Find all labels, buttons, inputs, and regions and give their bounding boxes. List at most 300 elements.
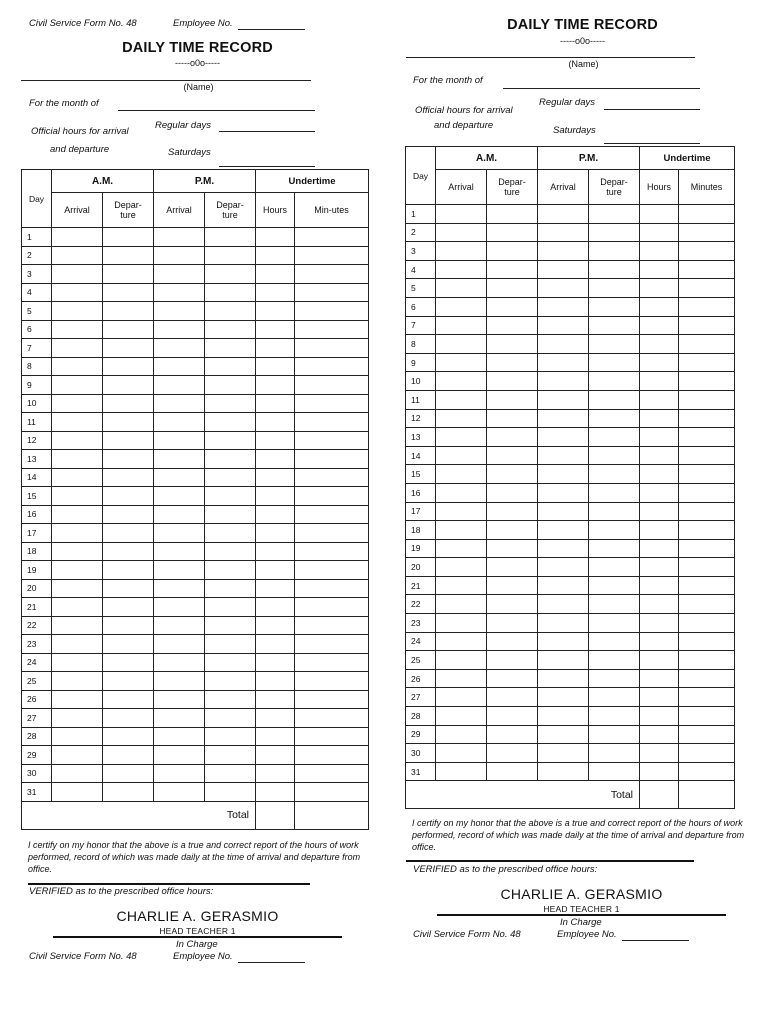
pm-departure-cell[interactable] xyxy=(205,505,256,524)
am-arrival-cell[interactable] xyxy=(436,260,487,279)
pm-arrival-cell[interactable] xyxy=(538,297,589,316)
undertime-minutes-cell[interactable] xyxy=(295,709,369,728)
undertime-minutes-cell[interactable] xyxy=(295,450,369,469)
total-hours-cell[interactable] xyxy=(640,781,679,809)
pm-departure-cell[interactable] xyxy=(589,576,640,595)
undertime-minutes-cell[interactable] xyxy=(295,228,369,247)
undertime-minutes-cell[interactable] xyxy=(295,246,369,265)
undertime-hours-cell[interactable] xyxy=(256,635,295,654)
undertime-hours-cell[interactable] xyxy=(640,688,679,707)
undertime-minutes-cell[interactable] xyxy=(679,744,735,763)
pm-arrival-cell[interactable] xyxy=(154,672,205,691)
pm-departure-cell[interactable] xyxy=(205,357,256,376)
undertime-minutes-cell[interactable] xyxy=(295,339,369,358)
am-arrival-cell[interactable] xyxy=(52,339,103,358)
undertime-minutes-cell[interactable] xyxy=(679,223,735,242)
pm-departure-cell[interactable] xyxy=(589,762,640,781)
undertime-minutes-cell[interactable] xyxy=(295,672,369,691)
am-departure-cell[interactable] xyxy=(487,614,538,633)
undertime-minutes-cell[interactable] xyxy=(679,353,735,372)
undertime-hours-cell[interactable] xyxy=(256,394,295,413)
undertime-minutes-cell[interactable] xyxy=(295,598,369,617)
am-departure-cell[interactable] xyxy=(487,595,538,614)
undertime-hours-cell[interactable] xyxy=(640,353,679,372)
undertime-hours-cell[interactable] xyxy=(256,468,295,487)
undertime-hours-cell[interactable] xyxy=(256,709,295,728)
name-field[interactable] xyxy=(21,80,311,81)
pm-arrival-cell[interactable] xyxy=(154,357,205,376)
pm-departure-cell[interactable] xyxy=(589,205,640,224)
undertime-hours-cell[interactable] xyxy=(640,762,679,781)
undertime-minutes-cell[interactable] xyxy=(679,707,735,726)
am-departure-cell[interactable] xyxy=(487,428,538,447)
am-arrival-cell[interactable] xyxy=(436,669,487,688)
am-departure-cell[interactable] xyxy=(103,283,154,302)
undertime-minutes-cell[interactable] xyxy=(679,502,735,521)
saturdays-field[interactable] xyxy=(219,166,315,167)
undertime-hours-cell[interactable] xyxy=(640,632,679,651)
am-departure-cell[interactable] xyxy=(103,394,154,413)
pm-departure-cell[interactable] xyxy=(205,431,256,450)
am-departure-cell[interactable] xyxy=(487,576,538,595)
am-departure-cell[interactable] xyxy=(487,409,538,428)
pm-arrival-cell[interactable] xyxy=(154,524,205,543)
undertime-minutes-cell[interactable] xyxy=(679,428,735,447)
pm-departure-cell[interactable] xyxy=(205,690,256,709)
undertime-hours-cell[interactable] xyxy=(640,744,679,763)
pm-arrival-cell[interactable] xyxy=(154,542,205,561)
pm-departure-cell[interactable] xyxy=(589,669,640,688)
am-departure-cell[interactable] xyxy=(487,688,538,707)
am-departure-cell[interactable] xyxy=(103,265,154,284)
undertime-minutes-cell[interactable] xyxy=(679,688,735,707)
am-departure-cell[interactable] xyxy=(103,320,154,339)
pm-arrival-cell[interactable] xyxy=(538,260,589,279)
pm-departure-cell[interactable] xyxy=(589,632,640,651)
total-minutes-cell[interactable] xyxy=(679,781,735,809)
am-departure-cell[interactable] xyxy=(103,302,154,321)
pm-departure-cell[interactable] xyxy=(589,316,640,335)
undertime-hours-cell[interactable] xyxy=(256,598,295,617)
pm-departure-cell[interactable] xyxy=(205,783,256,802)
am-arrival-cell[interactable] xyxy=(436,335,487,354)
am-arrival-cell[interactable] xyxy=(52,542,103,561)
undertime-minutes-cell[interactable] xyxy=(679,651,735,670)
pm-arrival-cell[interactable] xyxy=(154,690,205,709)
undertime-minutes-cell[interactable] xyxy=(679,521,735,540)
am-departure-cell[interactable] xyxy=(487,669,538,688)
undertime-minutes-cell[interactable] xyxy=(679,316,735,335)
am-arrival-cell[interactable] xyxy=(436,744,487,763)
am-arrival-cell[interactable] xyxy=(52,228,103,247)
am-arrival-cell[interactable] xyxy=(436,409,487,428)
am-departure-cell[interactable] xyxy=(103,505,154,524)
pm-arrival-cell[interactable] xyxy=(154,635,205,654)
undertime-hours-cell[interactable] xyxy=(256,487,295,506)
am-arrival-cell[interactable] xyxy=(52,394,103,413)
undertime-minutes-cell[interactable] xyxy=(295,542,369,561)
undertime-minutes-cell[interactable] xyxy=(679,297,735,316)
am-arrival-cell[interactable] xyxy=(436,353,487,372)
undertime-hours-cell[interactable] xyxy=(256,228,295,247)
pm-departure-cell[interactable] xyxy=(589,595,640,614)
undertime-minutes-cell[interactable] xyxy=(679,483,735,502)
undertime-hours-cell[interactable] xyxy=(256,653,295,672)
pm-arrival-cell[interactable] xyxy=(538,223,589,242)
undertime-hours-cell[interactable] xyxy=(640,446,679,465)
pm-arrival-cell[interactable] xyxy=(538,428,589,447)
am-arrival-cell[interactable] xyxy=(436,521,487,540)
undertime-minutes-cell[interactable] xyxy=(679,576,735,595)
undertime-hours-cell[interactable] xyxy=(640,390,679,409)
undertime-minutes-cell[interactable] xyxy=(679,260,735,279)
undertime-hours-cell[interactable] xyxy=(256,746,295,765)
pm-departure-cell[interactable] xyxy=(589,725,640,744)
pm-departure-cell[interactable] xyxy=(589,409,640,428)
pm-departure-cell[interactable] xyxy=(205,727,256,746)
am-departure-cell[interactable] xyxy=(103,524,154,543)
undertime-hours-cell[interactable] xyxy=(256,690,295,709)
am-arrival-cell[interactable] xyxy=(52,265,103,284)
pm-departure-cell[interactable] xyxy=(589,502,640,521)
employee-no-field[interactable] xyxy=(238,29,305,30)
pm-arrival-cell[interactable] xyxy=(538,353,589,372)
pm-arrival-cell[interactable] xyxy=(538,279,589,298)
pm-arrival-cell[interactable] xyxy=(154,709,205,728)
am-arrival-cell[interactable] xyxy=(436,762,487,781)
am-departure-cell[interactable] xyxy=(103,690,154,709)
undertime-hours-cell[interactable] xyxy=(256,783,295,802)
pm-arrival-cell[interactable] xyxy=(538,390,589,409)
am-arrival-cell[interactable] xyxy=(436,465,487,484)
am-arrival-cell[interactable] xyxy=(52,246,103,265)
am-arrival-cell[interactable] xyxy=(436,316,487,335)
am-arrival-cell[interactable] xyxy=(52,616,103,635)
undertime-minutes-cell[interactable] xyxy=(679,242,735,261)
undertime-minutes-cell[interactable] xyxy=(679,669,735,688)
pm-departure-cell[interactable] xyxy=(589,614,640,633)
am-arrival-cell[interactable] xyxy=(52,635,103,654)
pm-departure-cell[interactable] xyxy=(205,524,256,543)
pm-departure-cell[interactable] xyxy=(589,335,640,354)
am-arrival-cell[interactable] xyxy=(436,576,487,595)
undertime-minutes-cell[interactable] xyxy=(295,561,369,580)
am-departure-cell[interactable] xyxy=(487,502,538,521)
am-arrival-cell[interactable] xyxy=(52,468,103,487)
pm-departure-cell[interactable] xyxy=(589,744,640,763)
pm-departure-cell[interactable] xyxy=(589,688,640,707)
am-departure-cell[interactable] xyxy=(487,483,538,502)
pm-arrival-cell[interactable] xyxy=(538,335,589,354)
pm-departure-cell[interactable] xyxy=(589,242,640,261)
undertime-minutes-cell[interactable] xyxy=(295,413,369,432)
am-departure-cell[interactable] xyxy=(103,579,154,598)
am-arrival-cell[interactable] xyxy=(436,205,487,224)
am-arrival-cell[interactable] xyxy=(436,428,487,447)
pm-arrival-cell[interactable] xyxy=(538,409,589,428)
pm-arrival-cell[interactable] xyxy=(154,228,205,247)
pm-arrival-cell[interactable] xyxy=(538,632,589,651)
am-departure-cell[interactable] xyxy=(487,465,538,484)
undertime-hours-cell[interactable] xyxy=(640,428,679,447)
pm-arrival-cell[interactable] xyxy=(538,595,589,614)
pm-arrival-cell[interactable] xyxy=(154,764,205,783)
undertime-hours-cell[interactable] xyxy=(640,651,679,670)
pm-departure-cell[interactable] xyxy=(205,635,256,654)
undertime-minutes-cell[interactable] xyxy=(295,727,369,746)
am-arrival-cell[interactable] xyxy=(52,431,103,450)
am-arrival-cell[interactable] xyxy=(436,297,487,316)
am-departure-cell[interactable] xyxy=(487,279,538,298)
am-arrival-cell[interactable] xyxy=(436,688,487,707)
pm-departure-cell[interactable] xyxy=(589,707,640,726)
am-arrival-cell[interactable] xyxy=(52,376,103,395)
regular-days-field[interactable] xyxy=(219,131,315,132)
am-departure-cell[interactable] xyxy=(103,450,154,469)
am-departure-cell[interactable] xyxy=(103,487,154,506)
am-arrival-cell[interactable] xyxy=(52,320,103,339)
pm-departure-cell[interactable] xyxy=(205,246,256,265)
undertime-minutes-cell[interactable] xyxy=(679,335,735,354)
am-arrival-cell[interactable] xyxy=(436,223,487,242)
undertime-hours-cell[interactable] xyxy=(256,413,295,432)
pm-arrival-cell[interactable] xyxy=(538,669,589,688)
am-arrival-cell[interactable] xyxy=(436,632,487,651)
pm-arrival-cell[interactable] xyxy=(154,561,205,580)
undertime-hours-cell[interactable] xyxy=(640,558,679,577)
pm-departure-cell[interactable] xyxy=(589,651,640,670)
am-departure-cell[interactable] xyxy=(487,335,538,354)
total-hours-cell[interactable] xyxy=(256,801,295,829)
am-departure-cell[interactable] xyxy=(487,446,538,465)
pm-arrival-cell[interactable] xyxy=(154,616,205,635)
am-arrival-cell[interactable] xyxy=(436,651,487,670)
pm-arrival-cell[interactable] xyxy=(154,320,205,339)
am-departure-cell[interactable] xyxy=(103,357,154,376)
am-departure-cell[interactable] xyxy=(103,228,154,247)
undertime-hours-cell[interactable] xyxy=(256,283,295,302)
pm-departure-cell[interactable] xyxy=(205,672,256,691)
am-departure-cell[interactable] xyxy=(103,413,154,432)
pm-arrival-cell[interactable] xyxy=(538,446,589,465)
undertime-hours-cell[interactable] xyxy=(256,302,295,321)
undertime-hours-cell[interactable] xyxy=(256,339,295,358)
pm-departure-cell[interactable] xyxy=(589,428,640,447)
undertime-minutes-cell[interactable] xyxy=(295,635,369,654)
pm-departure-cell[interactable] xyxy=(205,579,256,598)
am-arrival-cell[interactable] xyxy=(52,524,103,543)
pm-arrival-cell[interactable] xyxy=(538,316,589,335)
undertime-minutes-cell[interactable] xyxy=(679,390,735,409)
pm-departure-cell[interactable] xyxy=(589,260,640,279)
undertime-minutes-cell[interactable] xyxy=(679,205,735,224)
pm-departure-cell[interactable] xyxy=(205,542,256,561)
pm-arrival-cell[interactable] xyxy=(154,431,205,450)
am-departure-cell[interactable] xyxy=(103,339,154,358)
am-departure-cell[interactable] xyxy=(487,223,538,242)
am-departure-cell[interactable] xyxy=(487,260,538,279)
undertime-hours-cell[interactable] xyxy=(256,524,295,543)
undertime-hours-cell[interactable] xyxy=(256,672,295,691)
pm-arrival-cell[interactable] xyxy=(538,242,589,261)
pm-departure-cell[interactable] xyxy=(589,558,640,577)
pm-arrival-cell[interactable] xyxy=(154,339,205,358)
pm-arrival-cell[interactable] xyxy=(538,502,589,521)
pm-arrival-cell[interactable] xyxy=(154,283,205,302)
pm-arrival-cell[interactable] xyxy=(154,413,205,432)
undertime-hours-cell[interactable] xyxy=(640,502,679,521)
undertime-hours-cell[interactable] xyxy=(640,260,679,279)
undertime-hours-cell[interactable] xyxy=(256,246,295,265)
pm-arrival-cell[interactable] xyxy=(538,558,589,577)
pm-departure-cell[interactable] xyxy=(589,483,640,502)
undertime-minutes-cell[interactable] xyxy=(679,279,735,298)
am-arrival-cell[interactable] xyxy=(436,390,487,409)
am-arrival-cell[interactable] xyxy=(52,561,103,580)
am-departure-cell[interactable] xyxy=(103,746,154,765)
month-field[interactable] xyxy=(118,110,315,111)
am-departure-cell[interactable] xyxy=(103,783,154,802)
undertime-minutes-cell[interactable] xyxy=(295,653,369,672)
undertime-minutes-cell[interactable] xyxy=(679,409,735,428)
pm-arrival-cell[interactable] xyxy=(538,372,589,391)
undertime-hours-cell[interactable] xyxy=(640,595,679,614)
pm-arrival-cell[interactable] xyxy=(154,265,205,284)
undertime-hours-cell[interactable] xyxy=(256,579,295,598)
am-departure-cell[interactable] xyxy=(487,632,538,651)
undertime-hours-cell[interactable] xyxy=(256,616,295,635)
name-field[interactable] xyxy=(406,57,695,58)
pm-departure-cell[interactable] xyxy=(205,468,256,487)
am-departure-cell[interactable] xyxy=(103,616,154,635)
undertime-hours-cell[interactable] xyxy=(640,707,679,726)
am-arrival-cell[interactable] xyxy=(436,725,487,744)
undertime-hours-cell[interactable] xyxy=(640,483,679,502)
pm-departure-cell[interactable] xyxy=(205,320,256,339)
am-arrival-cell[interactable] xyxy=(436,242,487,261)
undertime-minutes-cell[interactable] xyxy=(295,505,369,524)
am-departure-cell[interactable] xyxy=(487,390,538,409)
undertime-minutes-cell[interactable] xyxy=(295,320,369,339)
pm-arrival-cell[interactable] xyxy=(154,727,205,746)
pm-departure-cell[interactable] xyxy=(205,302,256,321)
undertime-minutes-cell[interactable] xyxy=(295,524,369,543)
am-departure-cell[interactable] xyxy=(487,539,538,558)
pm-departure-cell[interactable] xyxy=(589,446,640,465)
total-minutes-cell[interactable] xyxy=(295,801,369,829)
am-arrival-cell[interactable] xyxy=(436,614,487,633)
am-arrival-cell[interactable] xyxy=(436,446,487,465)
pm-departure-cell[interactable] xyxy=(205,487,256,506)
pm-departure-cell[interactable] xyxy=(589,539,640,558)
am-arrival-cell[interactable] xyxy=(52,709,103,728)
am-departure-cell[interactable] xyxy=(103,376,154,395)
am-departure-cell[interactable] xyxy=(103,542,154,561)
am-arrival-cell[interactable] xyxy=(436,539,487,558)
am-departure-cell[interactable] xyxy=(487,558,538,577)
undertime-minutes-cell[interactable] xyxy=(295,746,369,765)
pm-departure-cell[interactable] xyxy=(205,746,256,765)
undertime-hours-cell[interactable] xyxy=(640,223,679,242)
undertime-minutes-cell[interactable] xyxy=(295,265,369,284)
pm-arrival-cell[interactable] xyxy=(538,521,589,540)
am-departure-cell[interactable] xyxy=(487,744,538,763)
pm-departure-cell[interactable] xyxy=(589,390,640,409)
am-arrival-cell[interactable] xyxy=(436,483,487,502)
saturdays-field[interactable] xyxy=(604,143,700,144)
pm-arrival-cell[interactable] xyxy=(538,744,589,763)
pm-departure-cell[interactable] xyxy=(205,450,256,469)
pm-arrival-cell[interactable] xyxy=(154,302,205,321)
pm-arrival-cell[interactable] xyxy=(538,576,589,595)
pm-departure-cell[interactable] xyxy=(205,616,256,635)
undertime-hours-cell[interactable] xyxy=(640,725,679,744)
employee-no-footer-field[interactable] xyxy=(622,940,689,941)
pm-departure-cell[interactable] xyxy=(205,653,256,672)
am-departure-cell[interactable] xyxy=(487,242,538,261)
pm-arrival-cell[interactable] xyxy=(154,598,205,617)
pm-departure-cell[interactable] xyxy=(205,376,256,395)
am-departure-cell[interactable] xyxy=(103,672,154,691)
pm-arrival-cell[interactable] xyxy=(154,468,205,487)
pm-arrival-cell[interactable] xyxy=(154,376,205,395)
pm-departure-cell[interactable] xyxy=(205,709,256,728)
pm-arrival-cell[interactable] xyxy=(154,653,205,672)
am-departure-cell[interactable] xyxy=(487,316,538,335)
am-departure-cell[interactable] xyxy=(103,709,154,728)
undertime-minutes-cell[interactable] xyxy=(295,283,369,302)
pm-arrival-cell[interactable] xyxy=(538,707,589,726)
am-departure-cell[interactable] xyxy=(103,468,154,487)
am-arrival-cell[interactable] xyxy=(52,653,103,672)
undertime-minutes-cell[interactable] xyxy=(295,690,369,709)
undertime-minutes-cell[interactable] xyxy=(679,372,735,391)
am-arrival-cell[interactable] xyxy=(436,502,487,521)
undertime-hours-cell[interactable] xyxy=(640,242,679,261)
undertime-hours-cell[interactable] xyxy=(256,727,295,746)
undertime-hours-cell[interactable] xyxy=(640,205,679,224)
undertime-minutes-cell[interactable] xyxy=(295,357,369,376)
undertime-minutes-cell[interactable] xyxy=(295,783,369,802)
am-departure-cell[interactable] xyxy=(487,297,538,316)
pm-departure-cell[interactable] xyxy=(205,764,256,783)
am-arrival-cell[interactable] xyxy=(52,727,103,746)
pm-arrival-cell[interactable] xyxy=(538,688,589,707)
am-arrival-cell[interactable] xyxy=(52,487,103,506)
am-departure-cell[interactable] xyxy=(487,707,538,726)
undertime-minutes-cell[interactable] xyxy=(679,558,735,577)
undertime-hours-cell[interactable] xyxy=(640,409,679,428)
pm-arrival-cell[interactable] xyxy=(538,725,589,744)
undertime-hours-cell[interactable] xyxy=(256,505,295,524)
am-arrival-cell[interactable] xyxy=(436,558,487,577)
undertime-hours-cell[interactable] xyxy=(256,376,295,395)
am-arrival-cell[interactable] xyxy=(52,690,103,709)
pm-arrival-cell[interactable] xyxy=(538,483,589,502)
pm-arrival-cell[interactable] xyxy=(538,614,589,633)
pm-departure-cell[interactable] xyxy=(205,394,256,413)
pm-departure-cell[interactable] xyxy=(205,598,256,617)
am-departure-cell[interactable] xyxy=(103,727,154,746)
undertime-hours-cell[interactable] xyxy=(640,279,679,298)
undertime-minutes-cell[interactable] xyxy=(295,487,369,506)
am-departure-cell[interactable] xyxy=(103,246,154,265)
undertime-minutes-cell[interactable] xyxy=(295,431,369,450)
undertime-hours-cell[interactable] xyxy=(256,561,295,580)
undertime-minutes-cell[interactable] xyxy=(679,762,735,781)
am-arrival-cell[interactable] xyxy=(436,707,487,726)
pm-departure-cell[interactable] xyxy=(589,465,640,484)
